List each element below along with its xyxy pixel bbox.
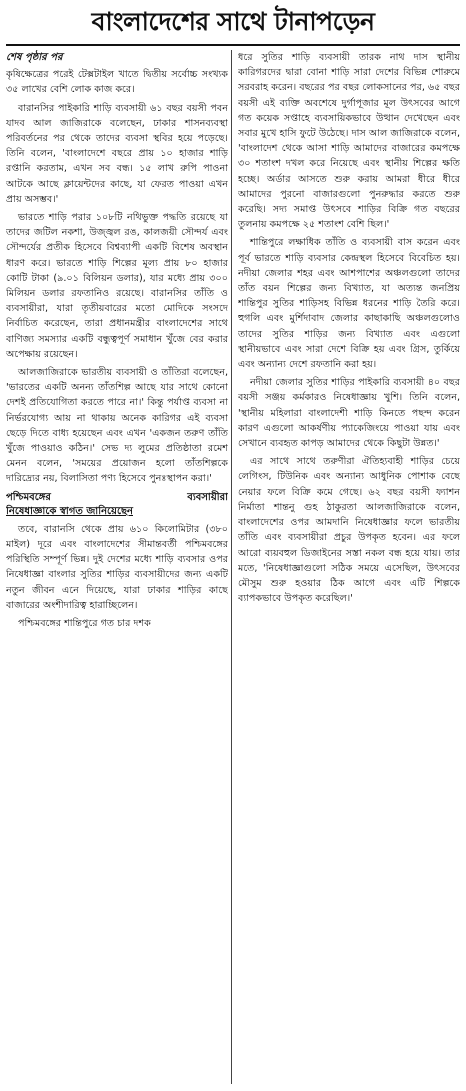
column-divider: [231, 50, 232, 1084]
headline: বাংলাদেশের সাথে টানাপড়েন: [91, 7, 375, 36]
right-column: [238, 50, 460, 1086]
paragraph: আলজাজিরাকে ভারতীয় ব্যবসায়ী ও তাঁতিরা বলেছেন, 'ভারতের একটি অনন্য তাঁতশিল্প আছে যার সাথে কোনো দেশই প্রতিযোগিতা করতে পারে না।' কিন্তু পর্যাপ্ত ব্যবসা না নির্ভরযোগ্য আয় না থাকায় অনেক কারিগর এই ব্যবসা ছেড়ে দিতে বাধ্য হয়েছেন এবং এখন 'একজন তরুণ তাঁতি খুঁজে পাওয়াও কঠিন।' সেভ দ্য লুমের প্রতিষ্ঠাতা রমেশ মেনন বলেন, 'সময়ের প্রয়োজন হলো তাঁতশিল্পকে দারিদ্র্যের নয়, বিলাসিতা পণ্য হিসেবে পুনঃস্থাপন করা।': [6, 367, 228, 485]
paragraph: ধরে সুতির শাড়ি ব্যবসায়ী তারক নাথ দাস স্থানীয় কারিগরদের দ্বারা বোনা শাড়ি সারা দেশের বিভিন্ন শোরুমে সরবরাহ করেন। বছরের পর বছর লোকসানের পর, ৬৫ বছর বয়সী এই ব্যক্তি অবশেষে দুর্গাপূজার মূল উৎসবের আগে গত কয়েক সপ্তাহে ব্যবসায়িকভাবে উত্থান দেখেছেন এবং সবার মুখে হাসি ফুটে উঠেছে। দাস আল জাজিরাকে বলেন, 'বাংলাদেশ থেকে আসা শাড়ি আমাদের বাজারের কমপক্ষে ৩০ শতাংশ দখল করে নিয়েছে এবং স্থানীয় শিল্পের ক্ষতি হচ্ছে। অর্ডার আসতে শুরু করায় আমরা ধীরে ধীরে আমাদের পুরনো বাজারগুলো পুনরুদ্ধার করতে শুরু করেছি। সদ্য সমাপ্ত উৎসবে শাড়ির বিক্রি গত বছরের তুলনায় কমপক্ষে ২৫ শতাংশ বেশি ছিল।': [238, 52, 460, 231]
subheading-line: নিষেধাজ্ঞাকে স্বাগত জানিয়েছেন: [6, 505, 133, 517]
headline-rule: [6, 44, 460, 46]
subheading-line: পশ্চিমবঙ্গের ব্যবসায়ীরা: [6, 491, 228, 503]
paragraph: বারানসির পাইকারি শাড়ি ব্যবসায়ী ৬১ বছর বয়সী পবন যাদব আল জাজিরাকে বলেছেন, ঢাকার শাসনব্যবস্থা পরিবর্তনের পর থেকে তাদের ব্যবসা স্থবির হয়ে পড়েছে। তিনি বলেন, 'বাংলাদেশে বছরে প্রায় ১০ হাজার শাড়ি রপ্তানি করতাম, এখন সব বন্ধ। ১৫ লাখ রুপি পাওনা আটকে আছে ক্লায়েন্টদের কাছে, যা ফেরত পাওয়া এখন প্রায় অসম্ভব।': [6, 102, 228, 205]
paragraph: পশ্চিমবঙ্গের শান্তিপুরে গত চার দশক: [18, 617, 151, 629]
paragraph: শান্তিপুরে লক্ষাধিক তাঁতি ও ব্যবসায়ী বাস করেন এবং পূর্ব ভারতে শাড়ি ব্যবসার কেন্দ্রস্থল হিসেবে বিবেচিত হয়। নদীয়া জেলার শহর এবং আশপাশের অঞ্চলগুলো তাদের তাঁত বয়ন শিল্পের জন্য বিখ্যাত, যা অত্যন্ত জনপ্রিয় শান্তিপুর সুতির শাড়িসহ বিভিন্ন ধরনের শাড়ি তৈরি করে। হুগলি এবং মুর্শিদাবাদ জেলার কাছাকাছি অঞ্চলগুলোও তাদের সুতির শাড়ির জন্য বিখ্যাত এবং এগুলো স্থানীয়ভাবে এবং সারা দেশে বিক্রি হয় এবং গ্রিস, তুর্কিয়ে এবং অন্যান্য দেশে রফতানি করা হয়।: [238, 237, 460, 371]
left-column: [6, 50, 228, 1086]
paragraph: নদীয়া জেলার সুতির শাড়ির পাইকারি ব্যবসায়ী ৪০ বছর বয়সী সঞ্জয় কর্মকারও নিষেধাজ্ঞায় খুশি। তিনি বলেন, 'স্থানীয় মহিলারা বাংলাদেশী শাড়ি কিনতে পছন্দ করেন কারণ এগুলো আকর্ষণীয় প্যাকেজিংয়ে পাওয়া যায় এবং সেখানে ব্যবহৃত কাপড় আমাদের থেকে কিছুটা উন্নত।': [238, 377, 460, 450]
continued-label: শেষ পৃষ্ঠার পর: [6, 52, 63, 63]
paragraph: এর সাথে সাথে তরুণীরা ঐতিহ্যবাহী শাড়ির চেয়ে লেগিংস, টিউনিক এবং অন্যান্য আধুনিক পোশাক বেছে নেয়ার ফলে বিক্রি কমে গেছে। ৬২ বছর বয়সী ফ্যাশন নির্মাতা শান্তনু গুহ ঠাকুরতা আলজাজিরাকে বলেন, বাংলাদেশের ওপর আমদানি নিষেধাজ্ঞার ফলে ভারতীয় তাঁতি এবং ব্যবসায়ীরা প্রচুর উপকৃত হবেন। এর ফলে আরো ব্যয়বহুল ডিজাইনের সস্তা নকল বন্ধ হয়ে যায়। তার মতে, 'নিষেধাজ্ঞাগুলো সঠিক সময়ে এসেছিল, উৎসবের মৌসুম শুরু হওয়ার ঠিক আগে এবং এটি শিল্পকে ব্যাপকভাবে উপকৃত করেছিল।': [238, 456, 460, 605]
paragraph: তবে, বারানসি থেকে প্রায় ৬১০ কিলোমিটার (৩৮০ মাইল) দূরে এবং বাংলাদেশের সীমান্তবর্তী পশ্চিমবঙ্গের পরিস্থিতি সম্পূর্ণ ভিন্ন। দুই দেশের মধ্যে শাড়ি ব্যবসার ওপর নিষেধাজ্ঞা বাংলার সুতির শাড়ির ব্যবসায়ীদের জন্য একটি নতুন জীবন এনে দিয়েছে, যারা ঢাকার শাড়ির কাছে বাজারের অংশীদারিত্ব হারাচ্ছিলেন।: [6, 523, 228, 611]
paragraph: কৃষিক্ষেত্রের পরেই টেক্সটাইল খাতে দ্বিতীয় সর্বোচ্চ সংখ্যক ৩৫ লাখের বেশি লোক কাজ করে।: [6, 69, 228, 96]
subheading: [6, 491, 228, 519]
paragraph: ভারতে শাড়ি পরার ১০৮টি নথিভুক্ত পদ্ধতি রয়েছে যা তাদের জটিল নকশা, উজ্জ্বল রঙ, কালজয়ী সৌন্দর্য এবং সৌন্দর্যের প্রতীক হিসেবে বিশ্বব্যাপী একটি বিশেষ অবস্থান ধারণ করে। ভারতে শাড়ি শিল্পের মূল্য প্রায় ৮০ হাজার কোটি টাকা (৯.০১ বিলিয়ন ডলার), যার মধ্যে প্রায় ৩০০ মিলিয়ন ডলার রফতানিও রয়েছে। বারানসির তাঁতি ও ব্যবসায়ীরা, যারা তৃতীয়বারের মতো মোদিকে সংসদে নির্বাচিত করেছেন, তারা প্রধানমন্ত্রীর বাংলাদেশের সাথে বাণিজ্য সমস্যার একটি বন্ধুত্বপূর্ণ সমাধান খুঁজে বের করার অপেক্ষায় রয়েছেন।: [6, 212, 228, 360]
